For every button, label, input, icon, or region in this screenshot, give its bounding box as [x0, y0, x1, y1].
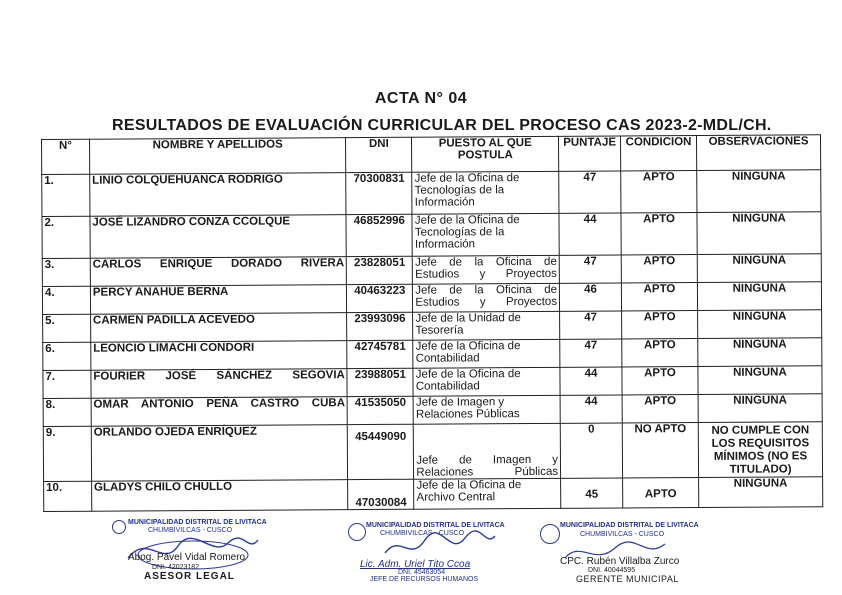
row-observaciones: NINGUNA — [697, 282, 821, 311]
row-puntaje: 47 — [559, 255, 621, 283]
row-dni: 23988051 — [347, 368, 413, 396]
header-name: NOMBRE Y APELLIDOS — [89, 138, 346, 175]
signer-name: CPC. Rubén Villalba Zurco — [560, 556, 680, 567]
row-number: 10. — [44, 481, 92, 511]
row-puntaje: 47 — [560, 339, 622, 367]
row-puesto: Jefe de la Oficina de Contabilidad — [413, 339, 560, 368]
row-dni: 23828051 — [347, 256, 413, 284]
signer-dni: DNI. 42023182 — [152, 564, 200, 571]
stamp-text: MUNICIPALIDAD DISTRITAL DE LIVITACA — [560, 522, 699, 529]
row-puntaje: 44 — [559, 213, 621, 255]
header-condicion: CONDICION — [621, 135, 697, 170]
signer-name: Lic. Adm. Uriel Tito Ccoa — [360, 559, 471, 570]
header-dni: DNI — [346, 137, 412, 172]
row-condicion: APTO — [621, 282, 697, 310]
stamp-text: MUNICIPALIDAD DISTRITAL DE LIVITACA — [366, 522, 505, 529]
table-row — [42, 170, 821, 217]
row-observaciones: NINGUNA — [698, 310, 822, 339]
stamp-text: MUNICIPALIDAD DISTRITAL DE LIVITACA — [128, 519, 267, 526]
row-puntaje: 47 — [560, 311, 622, 339]
results-table — [41, 134, 823, 512]
row-name: LEONCIO LIMACHI CONDORI — [91, 341, 348, 371]
stamp-subtext: CHUMBIVILCAS - CUSCO — [380, 530, 465, 537]
stamp-seal-icon — [540, 524, 560, 544]
row-condicion: APTO — [621, 254, 697, 282]
row-condicion: APTO — [621, 212, 697, 254]
row-name: JOSÉ LIZANDRO CONZA CCOLQUE — [90, 215, 347, 259]
row-puntaje: 46 — [559, 283, 621, 311]
row-name: LINIO COLQUEHUANCA RODRIGO — [90, 173, 347, 217]
row-puntaje: 47 — [559, 171, 621, 213]
row-number: 2. — [42, 216, 90, 258]
row-dni: 41535050 — [347, 396, 413, 424]
row-number: 8. — [43, 398, 91, 426]
row-name: FOURIER JOSÉ SÁNCHEZ SEGOVIA — [91, 369, 348, 399]
signer-name: Abog. Pável Vidal Romero — [128, 552, 246, 563]
table-row — [44, 477, 823, 512]
row-puntaje: 44 — [560, 395, 622, 423]
document-title: ACTA N° 04 — [374, 90, 468, 107]
row-observaciones: NINGUNA — [698, 394, 822, 423]
row-puesto: Jefe de la Oficina de Estudios y Proyectos — [413, 255, 560, 284]
row-condicion: APTO — [621, 170, 697, 212]
row-dni: 23993096 — [347, 312, 413, 340]
row-number: 9. — [43, 426, 91, 481]
row-name: PERCY ANAHUE BERNA — [90, 285, 347, 315]
row-number: 5. — [43, 314, 91, 342]
row-dni: 45449090 — [348, 424, 414, 479]
header-number: N° — [42, 139, 90, 174]
row-condicion: APTO — [622, 338, 698, 366]
header-puesto: PUESTO AL QUE POSTULA — [412, 136, 559, 172]
row-puesto: Jefe de la Oficina de Contabilidad — [413, 367, 560, 396]
signer-role: GERENTE MUNICIPAL — [576, 574, 679, 584]
row-observaciones: NINGUNA — [698, 338, 822, 367]
signer-role: JEFE DE RECURSOS HUMANOS — [370, 576, 479, 583]
table-row — [42, 212, 821, 259]
row-puesto: Jefe de la Oficina de Tecnologías de la Información — [412, 213, 559, 256]
header-observaciones: OBSERVACIONES — [697, 135, 821, 171]
row-number: 7. — [43, 370, 91, 398]
row-number: 6. — [43, 342, 91, 370]
row-puesto: Jefe de la Unidad de Tesorería — [413, 311, 560, 340]
row-condicion: APTO — [622, 310, 698, 338]
row-dni: 47030084 — [348, 479, 414, 509]
row-condicion: APTO — [622, 394, 698, 422]
stamp-seal-icon — [348, 523, 366, 541]
table-row — [43, 422, 822, 482]
row-puesto: Jefe de la Oficina de Estudios y Proyectos — [413, 283, 560, 312]
row-name: ORLANDO OJEDA ENRÍQUEZ — [91, 425, 348, 482]
signer-dni: DNI. 40044595 — [588, 567, 636, 574]
row-condicion: APTO — [623, 477, 699, 507]
stamp-subtext: CHUMBIVILCAS - CUSCO — [580, 531, 665, 538]
row-dni: 42745781 — [347, 340, 413, 368]
row-observaciones: NO CUMPLE CON LOS REQUISITOS MÍNIMOS (NO ES TITULADO) — [698, 422, 822, 478]
header-puntaje: PUNTAJE — [559, 136, 621, 171]
row-puesto: Jefe de la Oficina de Tecnologías de la Información — [412, 171, 559, 214]
row-observaciones: NINGUNA — [698, 366, 822, 395]
row-puesto: Jefe de la Oficina de Archivo Central — [414, 478, 561, 509]
row-name: CARLOS ENRIQUE DORADO RIVERA — [90, 257, 347, 287]
row-condicion: APTO — [622, 366, 698, 394]
row-dni: 40463223 — [347, 284, 413, 312]
row-dni: 70300831 — [346, 172, 412, 214]
document-subtitle: RESULTADOS DE EVALUACIÓN CURRICULAR DEL PROCESO CAS 2023-2-MDL/CH. — [112, 117, 772, 134]
stamp-subtext: CHUMBIVILCAS - CUSCO — [148, 527, 233, 534]
row-name: OMAR ANTONIO PEÑA CASTRO CUBA — [91, 397, 348, 427]
row-number: 3. — [42, 258, 90, 286]
signer-role: ASESOR LEGAL — [144, 571, 235, 582]
row-number: 1. — [42, 174, 90, 216]
row-puntaje: 44 — [560, 367, 622, 395]
table-header-row — [42, 135, 821, 175]
row-puntaje: 45 — [561, 478, 623, 508]
row-observaciones: NINGUNA — [697, 254, 821, 283]
row-dni: 46852996 — [346, 214, 412, 256]
row-observaciones: NINGUNA — [699, 477, 823, 508]
row-observaciones: NINGUNA — [697, 212, 821, 255]
row-name: CARMEN PADILLA ACEVEDO — [90, 313, 347, 343]
row-condicion: NO APTO — [622, 422, 698, 477]
signer-dni: DNI. 45463054 — [398, 569, 446, 576]
row-puntaje: 0 — [560, 423, 622, 478]
row-puesto: Jefe de Imagen y Relaciones Públicas — [413, 395, 560, 424]
row-observaciones: NINGUNA — [697, 170, 821, 213]
row-name: GLADYS CHILO CHULLO — [91, 480, 348, 512]
row-puesto: Jefe de Imagen y Relaciones Públicas — [414, 423, 561, 479]
row-number: 4. — [42, 286, 90, 314]
